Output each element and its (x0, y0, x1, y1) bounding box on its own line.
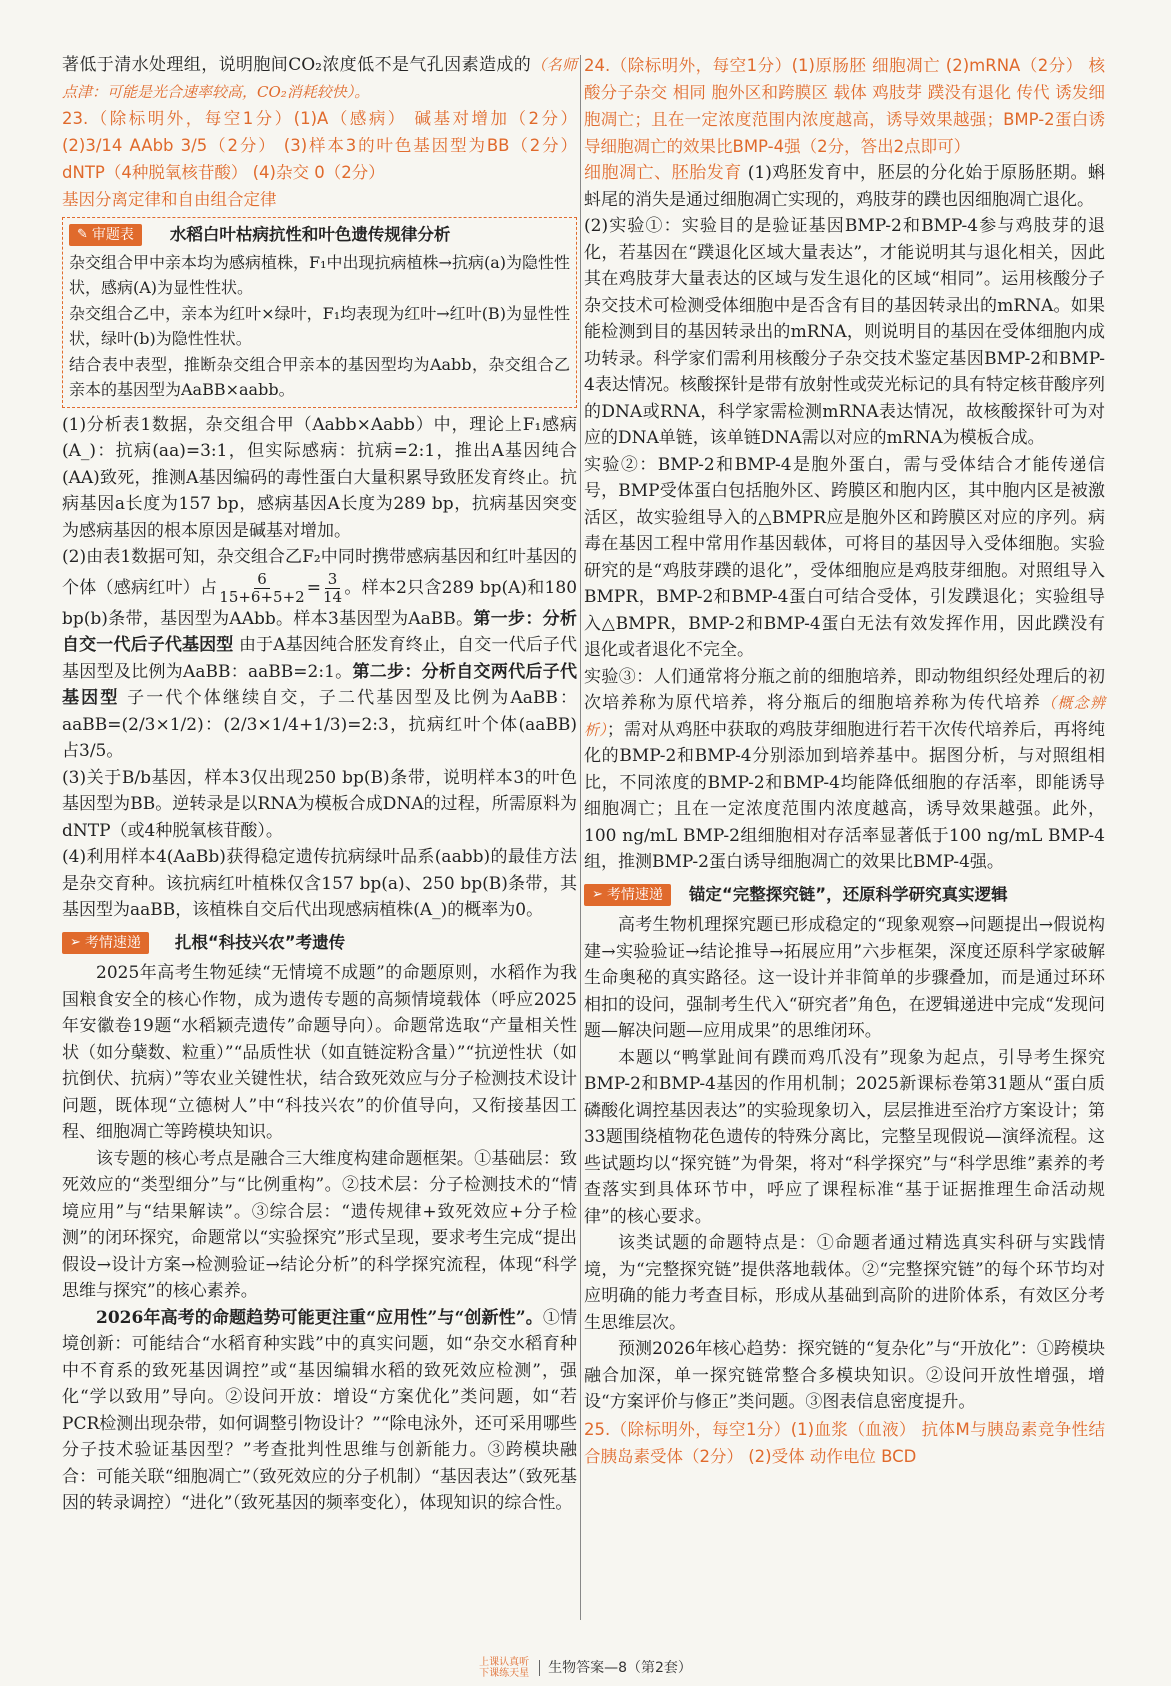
section-header (62, 930, 577, 957)
page-footer (0, 1655, 1171, 1682)
paragraph: (3)关于B/b基因，样本3仅出现250 bp(B)条带，说明样本3的叶色基因型为BB。逆转录是以RNA为模板合成DNA的过程，所需原料为dNTP（或4种脱氧核苷酸）。 (62, 767, 577, 841)
paragraph: (1)分析表1数据，杂交组合甲（Aabb×Aabb）中，理论上F₁感病(A_)：抗病(aa)=3:1，但实际感病：抗病=2:1，推出A基因纯合(AA)致死，推测A基因编码的毒性蛋白大量积累导致胚发育终止。抗病基因a长度为157 bp，感病基因A长度为289 bp，抗病基因突变为感病基因的根本原因是碱基对增加。 (62, 414, 577, 541)
paragraph: 实验②：BMP-2和BMP-4是胞外蛋白，需与受体结合才能传递信号，BMP受体蛋白包括胞外区、跨膜区和胞内区，其中胞内区是被激活区，故实验组导入的△BMPR应是胞外区和跨膜区对应的序列。病毒在基因工程中常用作基因载体，可将目的基因导入受体细胞。实验研究的是“鸡肢芽蹼的退化”，受体细胞应是鸡肢芽细胞。对照组导入BMPR，BMP-2和BMP-4蛋白可结合受体，引发蹼退化；实验组导入△BMPR，BMP-2和BMP-4蛋白无法有效发挥作用，因此蹼没有退化或者退化不完全。 (584, 454, 1105, 660)
send-icon: ➢ (70, 934, 81, 950)
teacher-note: （名师点津：可能是光合速率较高，CO₂消耗较快）。 (62, 56, 577, 101)
q25-answer: 25.（除标明外，每空1分）(1)血浆（血液） 抗体M与胰岛素竞争性结合胰岛素受体（2分） (2)受体 动作电位 BCD (584, 1419, 1105, 1466)
paragraph: 2025年高考生物延续“无情境不成题”的命题原则，水稻作为我国粮食安全的核心作物，成为遗传专题的高频情境载体（呼应2025年安徽卷19题“水稻颖壳遗传”命题导向）。命题常选取“产量相关性状（如分蘖数、粒重）”“品质性状（如直链淀粉含量）”“抗逆性状（如抗倒伏、抗病）”等农业关键性状，结合致死效应与分子检测技术设计问题，既体现“立德树人”中“科技兴农”的价值导向，又衔接基因工程、细胞凋亡等跨模块知识。 (62, 963, 577, 1142)
fraction: $\frac{3}{14}$ (322, 569, 343, 606)
fraction: $\frac{6}{15+6+5+2}$ (219, 569, 305, 606)
paragraph: 细胞凋亡、胚胎发育 (1)鸡胚发育中，胚层的分化始于原肠胚期。蝌蚪尾的消失是通过细胞凋亡实现的，鸡肢芽的蹼也因细胞凋亡退化。 (584, 163, 1106, 210)
paragraph: (2)由表1数据可知，杂交组合乙F₂中同时携带感病基因和红叶基因的个体（感病红叶）占 $\frac{6}{15+6+5+2}$ = $\frac{3}{14}$ 。样本2只含289 bp(A)和180 bp(b)条带，基因型为AAbb。样本3基因型为AaBB。第一步：分析自交一代后子代基因型 由于A基因纯合胚发育终止，自交一代后子代基因型及比例为AaBB：aaBB=2:1。第二步：分析自交两代后子代基因型 子一代个体继续自交，子二代基因型及比例为AaBB：aaBB=(2/3×1/2)：(2/3×1/4+1/3)=2:3，抗病红叶个体(aaBB)占3/5。 (62, 547, 578, 761)
section-tag: ➢ 考情速递 (62, 932, 149, 954)
column-divider (580, 55, 581, 1620)
paragraph: 高考生物机理探究题已形成稳定的“现象观察→问题提出→假说构建→实验验证→结论推导→拓展应用”六步框架，深度还原科学家破解生命奥秘的真实路径。这一设计并非简单的步骤叠加，而是通过环环相扣的设问，强制考生代入“研究者”角色，在逻辑递进中完成“发现问题—解决问题—应用成果”的思维闭环。 (584, 915, 1105, 1041)
page-label: 生物答案—8（第2套） (548, 1660, 692, 1676)
q24-topic: 细胞凋亡、胚胎发育 (584, 163, 742, 183)
right-column (584, 52, 1105, 1470)
brand-logo: 上课认真听 下课练天星 (479, 1657, 530, 1680)
paragraph: (2)实验①：实验目的是验证基因BMP-2和BMP-4参与鸡肢芽的退化，若基因在“蹼退化区域大量表达”，才能说明其与退化相关，因此其在鸡肢芽大量表达的区域与发生退化的区域“相同”。运用核酸分子杂交技术可检测受体细胞中是否含有目的基因转录出的mRNA。如果能检测到目的基因转录出的mRNA，则说明目的基因在受体细胞内成功转录。科学家们需利用核酸分子杂交技术鉴定基因BMP-2和BMP-4表达情况。核酸探针是带有放射性或荧光标记的具有特定核苷酸序列的DNA或RNA，科学家需检测mRNA表达情况，故核酸探针可为对应的DNA单链，该单链DNA需以对应的mRNA为模板合成。 (584, 216, 1105, 448)
paragraph: 该专题的核心考点是融合三大维度构建命题框架。①基础层：致死效应的“类型细分”与“比例重构”。②技术层：分子检测技术的“情境应用”与“结果解读”。③综合层：“遗传规律+致死效应+分子检测”的闭环探究，命题常以“实验探究”形式呈现，要求考生完成“提出假设→设计方案→检测验证→结论分析”的科学探究流程，体现“科学思维与探究”的核心素养。 (62, 1148, 577, 1301)
paragraph: 著低于清水处理组，说明胞间CO₂浓度低不是气孔因素造成的（名师点津：可能是光合速率较高，CO₂消耗较快）。 (62, 55, 577, 101)
section-title: 扎根“科技兴农”考遗传 (174, 932, 346, 952)
left-column (62, 52, 577, 1517)
footer-divider (539, 1660, 540, 1676)
send-icon: ➢ (592, 886, 603, 902)
q24-answer: 24.（除标明外，每空1分）(1)原肠胚 细胞凋亡 (2)mRNA（2分） 核酸分子杂交 相同 胞外区和跨膜区 载体 鸡肢芽 蹼没有退化 传代 诱发细胞凋亡；且在一定浓度范围内浓度越高，诱导效果越强；BMP-2蛋白诱导细胞凋亡的效果比BMP-4强（2分，答出2点即可） (584, 56, 1105, 156)
section-tag: ➢ 考情速递 (584, 884, 671, 906)
box-line: 结合表中表型，推断杂交组合甲亲本的基因型均为Aabb，杂交组合乙亲本的基因型为AaBB×aabb。 (69, 354, 570, 399)
q23-topic: 基因分离定律和自由组合定律 (62, 190, 277, 209)
paragraph: 预测2026年核心趋势：探究链的“复杂化”与“开放化”：①跨模块融合加深，单一探究链常整合多模块知识。②设问开放性增强，增设“方案评价与修正”类问题。③图表信息密度提升。 (584, 1339, 1105, 1412)
paragraph: 实验③：人们通常将分瓶之前的细胞培养，即动物组织经处理后的初次培养称为原代培养，将分瓶后的细胞培养称为传代培养（概念辨析）；需对从鸡胚中获取的鸡肢芽细胞进行若干次传代培养后，再将纯化的BMP-2和BMP-4分别添加到培养基中。据图分析，与对照组相比，不同浓度的BMP-2和BMP-4均能降低细胞的存活率，即能诱导细胞凋亡；且在一定浓度范围内浓度越高，诱导效果越强。此外，100 ng/mL BMP-2组细胞相对存活率显著低于100 ng/mL BMP-4组，推测BMP-2蛋白诱导细胞凋亡的效果比BMP-4强。 (584, 666, 1105, 872)
paragraph: 该类试题的命题特点是：①命题者通过精选真实科研与实践情境，为“完整探究链”提供落地载体。②“完整探究链”的每个环节均对应明确的能力考查目标，形成从基础到高阶的进阶体系，有效区分考生思维层次。 (584, 1233, 1105, 1333)
paragraph: 本题以“鸭掌趾间有蹼而鸡爪没有”现象为起点，引导考生探究BMP-2和BMP-4基因的作用机制；2025新课标卷第31题从“蛋白质磷酸化调控基因表达”的实验现象切入，层层推进至治疗方案设计；第33题围绕植物花色遗传的特殊分离比，完整呈现假说—演绎流程。这些试题均以“探究链”为骨架，将对“科学探究”与“科学思维”素养的考查落实到具体环节中，呼应了课程标准“基于证据推理生命活动规律”的核心要求。 (584, 1047, 1105, 1227)
paragraph: 2026年高考的命题趋势可能更注重“应用性”与“创新性”。①情境创新：可能结合“水稻育种实践”中的真实问题，如“杂交水稻育种中不育系的致死基因调控”或“基因编辑水稻的致死效应检测”，强化“学以致用”导向。②设问开放：增设“方案优化”类问题，如“若PCR检测出现杂带，如何调整引物设计？”“除电泳外，还可采用哪些分子技术验证基因型？”考查批判性思维与创新能力。③跨模块融合：可能关联“细胞凋亡”（致死效应的分子机制）“基因表达”（致死基因的转录调控）“进化”（致死基因的频率变化），体现知识的综合性。 (62, 1307, 577, 1513)
analysis-box (62, 217, 577, 408)
q23-answer: 23.（除标明外，每空1分）(1)A（感病） 碱基对增加（2分） (2)3/14 AAbb 3/5（2分） (3)样本3的叶色基因型为BB（2分） dNTP（4种脱氧核苷酸） (4)杂交 0（2分） (62, 109, 577, 182)
concept-note: （概念辨析） (584, 694, 1105, 739)
paragraph: (4)利用样本4(AaBb)获得稳定遗传抗病绿叶品系(aabb)的最佳方法是杂交育种。该抗病红叶植株仅含157 bp(a)、250 bp(B)条带，其基因型为aaBB，该植株自交后代出现感病植株(A_)的概率为0。 (62, 847, 577, 920)
box-line: 杂交组合甲中亲本均为感病植株，F₁中出现抗病植株→抗病(a)为隐性性状，感病(A)为显性性状。 (69, 252, 570, 297)
pencil-icon: ✎ (77, 226, 88, 242)
box-line: 杂交组合乙中，亲本为红叶×绿叶，F₁均表现为红叶→红叶(B)为显性性状，绿叶(b)为隐性性状。 (69, 303, 570, 348)
section-title: 锚定“完整探究链”，还原科学研究真实逻辑 (688, 884, 1008, 904)
section-tag: ✎ 审题表 (69, 224, 142, 246)
box-title: 水稻白叶枯病抗性和叶色遗传规律分析 (169, 225, 451, 244)
section-header (584, 882, 1105, 909)
